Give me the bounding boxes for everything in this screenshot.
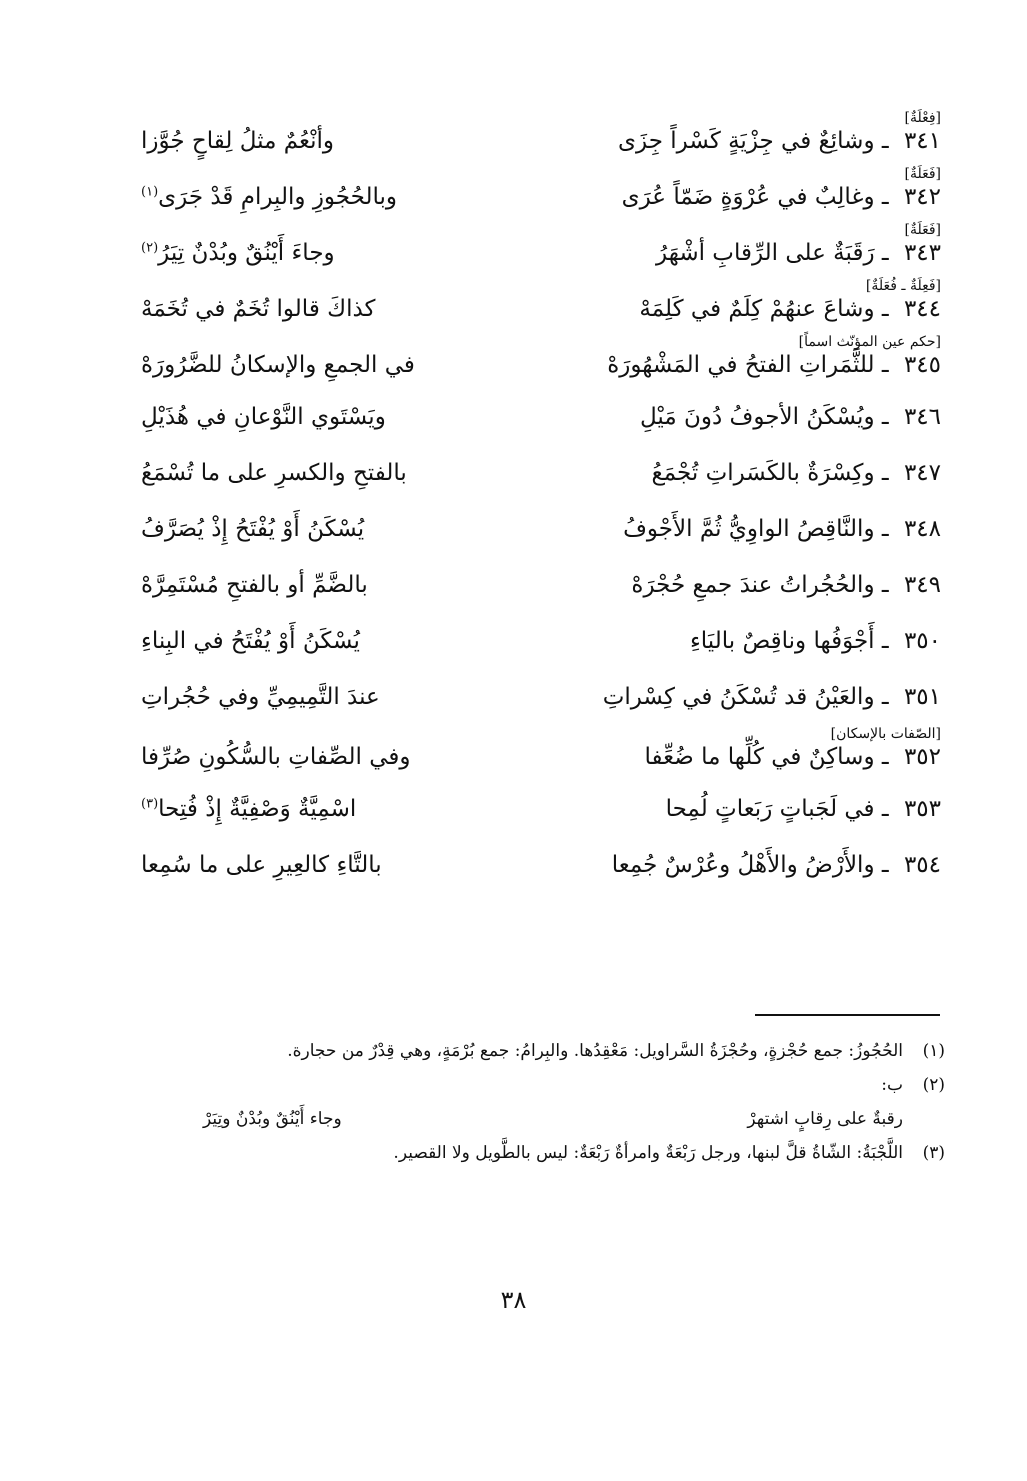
footnote-number: (١) bbox=[922, 1041, 945, 1061]
verse-entry bbox=[141, 836, 941, 892]
verse-first-hemistich bbox=[536, 794, 941, 824]
verse-entry bbox=[141, 780, 941, 836]
verse-number: ٣٤١ bbox=[903, 128, 941, 154]
verse-second-text: كذاكَ قالوا تُخَمٌ في تُخَمَهْ bbox=[141, 296, 376, 322]
verse-first-text: وكِسْرَةٌ بالكَسَراتِ تُجْمَعُ bbox=[651, 460, 875, 486]
verse-entry bbox=[141, 164, 941, 220]
verse-dash: ـ bbox=[881, 572, 889, 598]
verse-second-text: يُسْكَنُ أَوْ يُفْتَحُ في البِناءِ bbox=[141, 628, 360, 654]
verse-second-text: عندَ التَّمِيمِيِّ وفي حُجُراتِ bbox=[141, 684, 380, 710]
verse-first-text: والأَرْضُ والأَهْلُ وعُرْسٌ جُمِعا bbox=[611, 852, 875, 878]
verse-line bbox=[141, 456, 941, 490]
verse-dash: ـ bbox=[881, 796, 889, 822]
verse-first-text: أَجْوَفُها وناقِصٌ باليَاءِ bbox=[689, 628, 875, 654]
verse-second-hemistich bbox=[141, 294, 476, 324]
verse-first-text: وشاعَ عنهُمْ كِلَمٌ في كَلِمَهْ bbox=[639, 296, 875, 322]
verse-second-hemistich bbox=[141, 570, 476, 600]
verse-line bbox=[141, 568, 941, 602]
verse-first-text: ويُسْكَنُ الأجوفُ دُونَ مَيْلِ bbox=[640, 404, 875, 430]
verse-second-text: اسْمِيَّةٌ وَصْفِيَّةٌ إِذْ فُتِحا bbox=[158, 796, 357, 822]
verse-dash: ـ bbox=[881, 628, 889, 654]
verse-number: ٣٤٦ bbox=[903, 404, 941, 430]
verse-second-hemistich bbox=[141, 626, 476, 656]
verse-first-hemistich bbox=[536, 126, 941, 156]
verse-first-hemistich bbox=[536, 850, 941, 880]
footnote-number: (٢) bbox=[922, 1075, 945, 1095]
verse-second-text: في الجمعِ والإسكانُ للضَّرُورَهْ bbox=[141, 352, 415, 378]
verse-first-hemistich bbox=[536, 294, 941, 324]
verse-second-text: بالتَّاءِ كالعِيرِ على ما سُمِعا bbox=[141, 852, 382, 878]
verse-line bbox=[141, 740, 941, 774]
verse-line bbox=[141, 180, 941, 214]
verse-dash: ـ bbox=[881, 296, 889, 322]
footnote-verse-first: رقبةٌ على رِقابٍ اشتهرْ bbox=[747, 1109, 903, 1129]
verse-first-hemistich bbox=[536, 350, 941, 380]
verse-number: ٣٥٢ bbox=[903, 744, 941, 770]
verse-line bbox=[141, 348, 941, 382]
verse-first-text: والنَّاقِصُ الواوِيُّ ثُمَّ الأَجْوفُ bbox=[623, 516, 875, 542]
verse-entry bbox=[141, 276, 941, 332]
verse-number: ٣٤٧ bbox=[903, 460, 941, 486]
verse-line bbox=[141, 680, 941, 714]
verse-second-text: يُسْكَنُ أَوْ يُفْتَحُ إِذْ يُصَرَّفُ bbox=[141, 516, 365, 542]
footnote-reference: (٣) bbox=[141, 796, 159, 812]
verse-dash: ـ bbox=[881, 744, 889, 770]
verse-first-hemistich bbox=[536, 182, 941, 212]
verse-first-hemistich bbox=[536, 682, 941, 712]
verse-first-text: والعَيْنُ قد تُسْكَنُ في كِسْراتِ bbox=[602, 684, 875, 710]
verse-dash: ـ bbox=[881, 352, 889, 378]
section-note: [حكم عين المؤنّث اسماً] bbox=[798, 334, 941, 350]
verse-first-hemistich bbox=[536, 458, 941, 488]
footnote-separator bbox=[755, 1014, 940, 1016]
verse-dash: ـ bbox=[881, 184, 889, 210]
verse-entry bbox=[141, 500, 941, 556]
verse-first-hemistich bbox=[536, 402, 941, 432]
verse-line bbox=[141, 848, 941, 882]
verse-second-hemistich bbox=[141, 458, 476, 488]
verse-first-hemistich bbox=[536, 514, 941, 544]
verse-entry bbox=[141, 556, 941, 612]
footnote-text: ب: bbox=[881, 1075, 903, 1095]
footnote-text: الحُجُوزُ: جمع حُجْزةٍ، وحُجْزَةُ السَّراويل: مَعْقِدُها. والبِرامُ: جمع بُرْمَةٍ، وهي قِدْرٌ من حجارة. bbox=[287, 1041, 903, 1061]
verse-entry bbox=[141, 724, 941, 780]
verse-second-text: وأنْعُمٌ مثلُ لِقاحٍ جُوَّزا bbox=[141, 128, 335, 154]
page-number: ٣٨ bbox=[500, 1286, 527, 1314]
verse-dash: ـ bbox=[881, 240, 889, 266]
verse-second-hemistich bbox=[141, 682, 476, 712]
verse-entry bbox=[141, 668, 941, 724]
verse-second-hemistich bbox=[141, 182, 476, 212]
verse-line bbox=[141, 124, 941, 158]
verse-entry bbox=[141, 108, 941, 164]
verse-first-text: رَقَبَةٌ على الرِّقابِ أشْهَرُ bbox=[656, 240, 875, 266]
verse-second-hemistich bbox=[141, 742, 476, 772]
verse-entry bbox=[141, 612, 941, 668]
verse-dash: ـ bbox=[881, 516, 889, 542]
verse-first-hemistich bbox=[536, 626, 941, 656]
verse-second-hemistich bbox=[141, 794, 476, 824]
verse-entry bbox=[141, 332, 941, 388]
verse-number: ٣٤٤ bbox=[903, 296, 941, 322]
footnote-2 bbox=[145, 1068, 945, 1102]
verse-entry bbox=[141, 444, 941, 500]
section-note: [الصّفات بالإسكان] bbox=[830, 726, 941, 742]
verse-number: ٣٤٢ bbox=[903, 184, 941, 210]
footnote-reference: (١) bbox=[141, 184, 159, 200]
verse-number: ٣٤٣ bbox=[903, 240, 941, 266]
verse-number: ٣٥١ bbox=[903, 684, 941, 710]
verse-second-text: بالضَّمِّ أو بالفتحِ مُسْتَمِرَّهْ bbox=[141, 572, 368, 598]
verse-first-hemistich bbox=[536, 742, 941, 772]
section-note: [فَعَلَةٌ] bbox=[904, 222, 941, 238]
footnote-text: اللَّجْبَةُ: الشّاةُ قلَّ لبنها، ورجل رَبْعَةٌ وامرأةٌ رَبْعَةٌ: ليس بالطَّويل ولا القصير. bbox=[393, 1143, 903, 1163]
section-note: [فِعْلَةٌ] bbox=[904, 110, 941, 126]
verse-second-text: وجاءَ أَيْنُقٌ وبُدْنٌ تِيَرُ bbox=[158, 240, 335, 266]
footnote-1 bbox=[145, 1034, 945, 1068]
footnote-verse-variant bbox=[203, 1102, 945, 1136]
verse-second-hemistich bbox=[141, 126, 476, 156]
verse-line bbox=[141, 512, 941, 546]
verse-dash: ـ bbox=[881, 128, 889, 154]
verse-line bbox=[141, 792, 941, 826]
verse-second-hemistich bbox=[141, 850, 476, 880]
poem-verses bbox=[141, 108, 941, 892]
footnote-verse-second: وجاء أَيْنُقٌ وبُدْنٌ وتِيَرْ bbox=[203, 1109, 342, 1129]
verse-line bbox=[141, 624, 941, 658]
verse-second-hemistich bbox=[141, 238, 476, 268]
verse-first-text: في لَجَباتٍ رَبَعاتٍ لُمِحا bbox=[665, 796, 875, 822]
verse-number: ٣٥٠ bbox=[903, 628, 941, 654]
verse-dash: ـ bbox=[881, 460, 889, 486]
verse-dash: ـ bbox=[881, 852, 889, 878]
verse-line bbox=[141, 292, 941, 326]
verse-second-text: بالفتحِ والكسرِ على ما تُسْمَعُ bbox=[141, 460, 407, 486]
verse-number: ٣٤٨ bbox=[903, 516, 941, 542]
footnote-3 bbox=[145, 1136, 945, 1170]
verse-second-text: وبالحُجُوزِ والبِرامِ قَدْ جَرَى bbox=[158, 184, 398, 210]
verse-first-text: والحُجُراتُ عندَ جمعِ حُجْرَهْ bbox=[631, 572, 875, 598]
verse-first-text: وغالِبٌ في عُرْوَةٍ ضَمّاً عُرَى bbox=[621, 184, 875, 210]
verse-second-hemistich bbox=[141, 402, 476, 432]
footnote-reference: (٢) bbox=[141, 240, 159, 256]
verse-second-text: ويَسْتَوي النَّوْعانِ في هُذَيْلِ bbox=[141, 404, 386, 430]
verse-second-hemistich bbox=[141, 350, 476, 380]
verse-number: ٣٥٤ bbox=[903, 852, 941, 878]
verse-second-text: وفي الصِّفاتِ بالسُّكُونِ صُرِّفا bbox=[141, 744, 411, 770]
verse-first-hemistich bbox=[536, 238, 941, 268]
verse-first-text: وساكِنٌ في كُلِّها ما ضُعِّفا bbox=[644, 744, 875, 770]
verse-dash: ـ bbox=[881, 404, 889, 430]
verse-number: ٣٤٩ bbox=[903, 572, 941, 598]
verse-dash: ـ bbox=[881, 684, 889, 710]
verse-number: ٣٤٥ bbox=[903, 352, 941, 378]
verse-first-text: للثَّمَراتِ الفتحُ في المَشْهُورَهْ bbox=[607, 352, 875, 378]
verse-entry bbox=[141, 220, 941, 276]
footnote-number: (٣) bbox=[922, 1143, 945, 1163]
footnotes bbox=[145, 1034, 945, 1170]
verse-first-text: وشائِعٌ في جِزْيَةٍ كَسْراً جِزَى bbox=[618, 128, 875, 154]
verse-number: ٣٥٣ bbox=[903, 796, 941, 822]
verse-entry bbox=[141, 388, 941, 444]
verse-second-hemistich bbox=[141, 514, 476, 544]
section-note: [فَعِلَةٌ ـ فُعَلَةٌ] bbox=[865, 278, 941, 294]
verse-line bbox=[141, 236, 941, 270]
verse-first-hemistich bbox=[536, 570, 941, 600]
section-note: [فَعَلَةٌ] bbox=[904, 166, 941, 182]
verse-line bbox=[141, 400, 941, 434]
